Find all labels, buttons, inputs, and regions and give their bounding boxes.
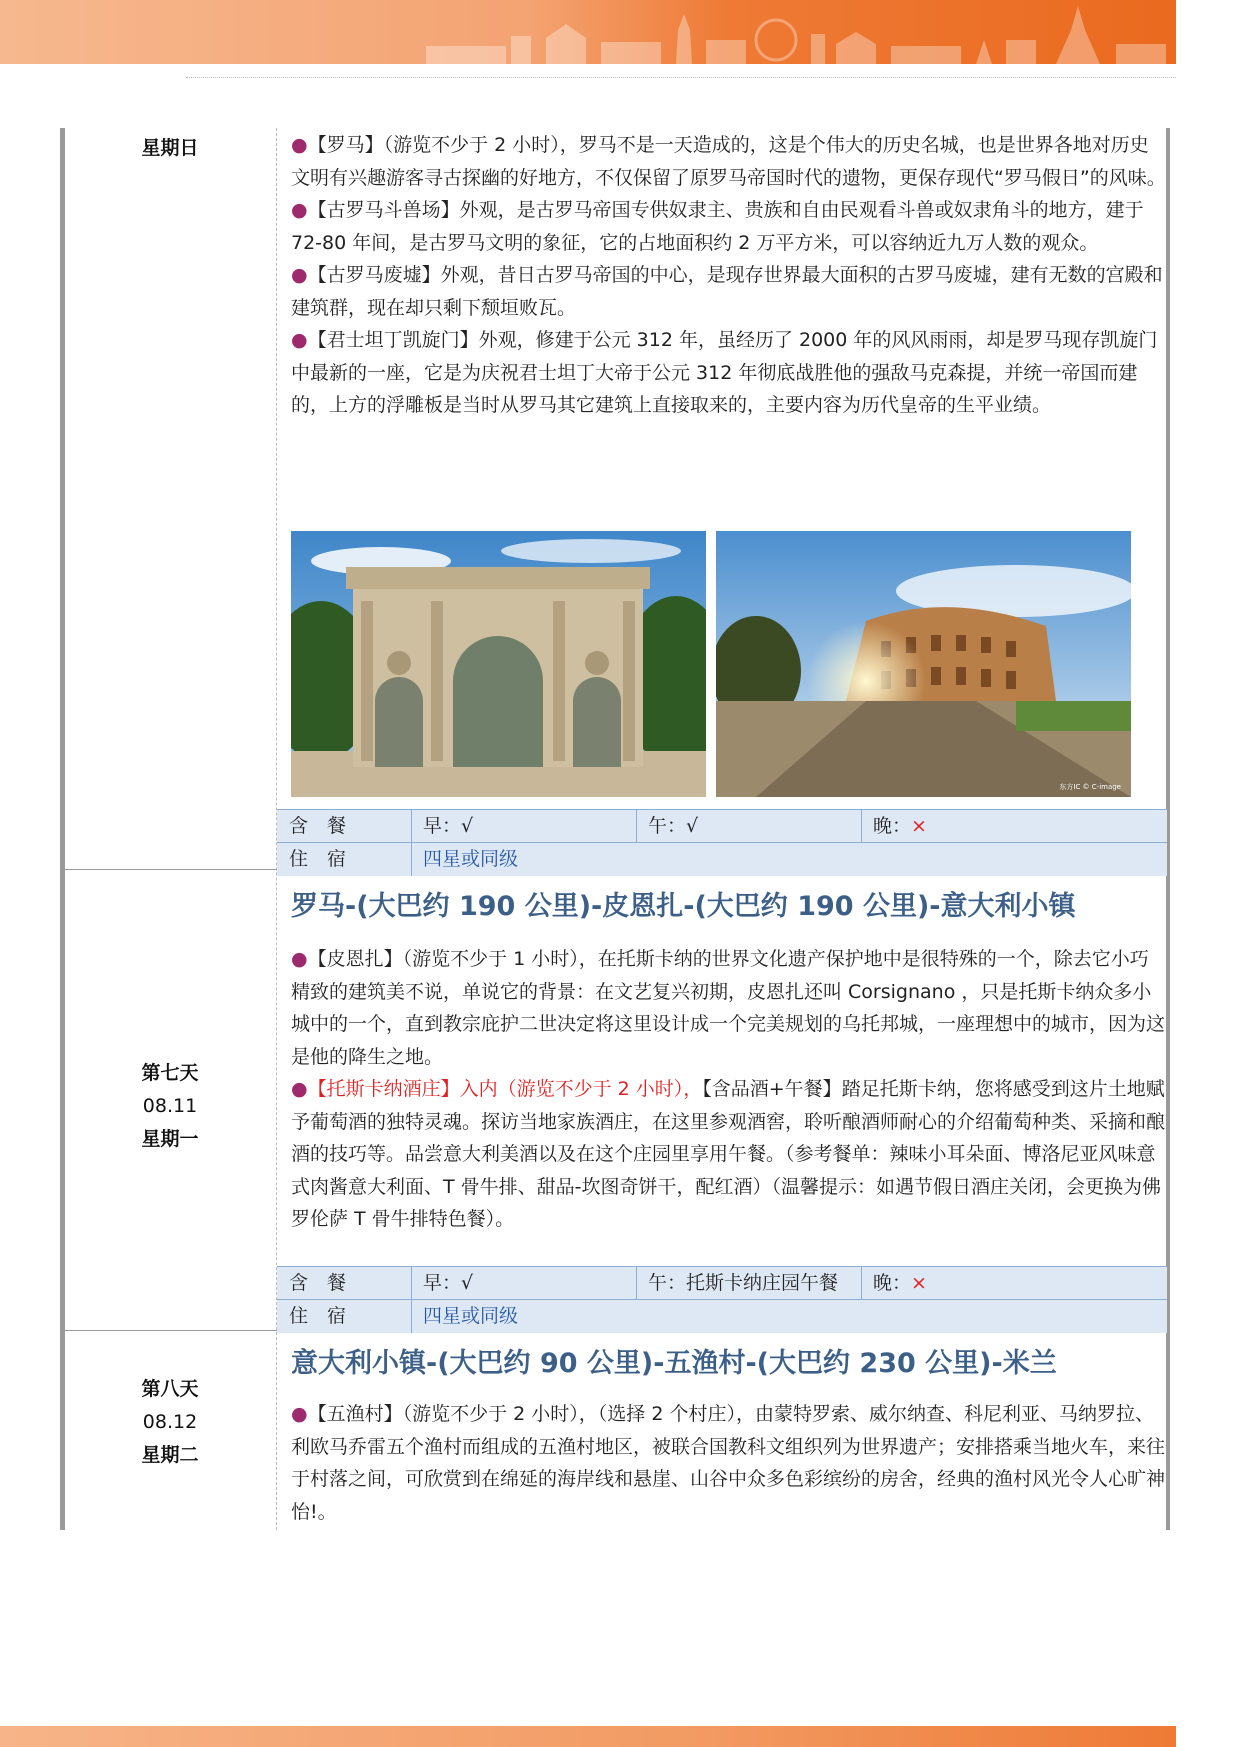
bullet-icon: ●	[291, 948, 308, 970]
weekday-label: 星期二	[141, 1444, 199, 1466]
paragraph-pienza: ●【皮恩扎】（游览不少于 1 小时），在托斯卡纳的世界文化遗产保护地中是很特殊的一个，除去它小巧精致的建筑美不说，单说它的背景：在文艺复兴初期，皮恩扎还叫 Corsignano ，只是托斯卡纳众多小城中的一个，直到教宗庇护二世决定将这里设计成一个完美规划的乌托邦城，一座理想中的城市，因为这是他的降生之地。	[291, 948, 1166, 1068]
meals-label: 含 餐	[289, 815, 347, 837]
city-skyline-illustration	[416, 0, 1176, 64]
paragraph-arch: ●【君士坦丁凯旋门】外观，修建于公元 312 年，虽经历了 2000 年的风风雨雨，却是罗马现存凯旋门中最新的一座，它是为庆祝君士坦丁大帝于公元 312 年彻底战胜他的强敌马克森提，并统一帝国而建的，上方的浮雕板是当时从罗马其它建筑上直接取来的，主要内容为历代皇帝的生平业绩。	[291, 329, 1158, 416]
paragraph-rome: ●【罗马】（游览不少于 2 小时），罗马不是一天造成的，这是个伟大的历史名城，也是世界各地对历史文明有兴趣游客寻古探幽的好地方，不仅保留了原罗马帝国时代的遗物，更保存现代“罗马假日”的风味。	[291, 134, 1166, 189]
hotel-label: 住 宿	[289, 1305, 347, 1327]
photo-credit: 东方IC © C-image	[1059, 783, 1121, 791]
day-cell-day8	[65, 1373, 275, 1472]
paragraph-colosseum: ●【古罗马斗兽场】外观，是古罗马帝国专供奴隶主、贵族和自由民观看斗兽或奴隶角斗的地方，建于 72-80 年间，是古罗马文明的象征，它的占地面积约 2 万平方米，可以容纳近九万人数的观众。	[291, 199, 1144, 254]
bullet-icon: ●	[291, 329, 308, 351]
day-cell-day7	[65, 1057, 275, 1156]
meals-table-day6	[277, 809, 1167, 876]
day-label: 第七天	[141, 1062, 199, 1084]
bullet-icon: ●	[291, 199, 308, 221]
lunch-value: 午：托斯卡纳庄园午餐	[648, 1272, 839, 1294]
day-description-day8	[291, 1398, 1167, 1528]
paragraph-cinque-terre: ●【五渔村】（游览不少于 2 小时），（选择 2 个村庄），由蒙特罗索、威尔纳查、科尼利亚、马纳罗拉、利欧马乔雷五个渔村而组成的五渔村地区，被联合国教科文组织列为世界遗产；安排搭乘当地火车，来往于村落之间，可欣赏到在绵延的海岸线和悬崖、山谷中众多色彩缤纷的房舍，经典的渔村风光令人心旷神怡!。	[291, 1403, 1166, 1523]
weekday-label: 星期一	[141, 1128, 199, 1150]
cross-icon: ×	[911, 1272, 927, 1294]
colosseum-photo	[716, 531, 1131, 797]
weekday-label: 星期日	[141, 137, 199, 159]
header-banner	[0, 0, 1176, 64]
arch-of-constantine-photo	[291, 531, 706, 797]
bullet-icon: ●	[291, 134, 308, 156]
day-label: 第八天	[141, 1378, 199, 1400]
day-description-day7	[291, 943, 1167, 1236]
meals-label: 含 餐	[289, 1272, 347, 1294]
breakfast-value: 早：√	[423, 815, 474, 837]
route-heading-day8: 意大利小镇-(大巴约 90 公里)-五渔村-(大巴约 230 公里)-米兰	[291, 1348, 1057, 1379]
footer-banner	[0, 1726, 1176, 1747]
paragraph-winery: ●【托斯卡纳酒庄】入内（游览不少于 2 小时），【含品酒+午餐】踏足托斯卡纳，您将感受到这片土地赋予葡萄酒的独特灵魂。探访当地家族酒庄，在这里参观酒窖，聆听酿酒师耐心的介绍葡萄种类、采摘和酿酒的技巧等。品尝意大利美酒以及在这个庄园里享用午餐。（参考餐单：辣味小耳朵面、博洛尼亚风味意式肉酱意大利面、T 骨牛排、甜品-坎图奇饼干，配红酒）（温馨提示：如遇节假日酒庄关闭，会更换为佛罗伦萨 T 骨牛排特色餐）。	[291, 1078, 1166, 1230]
hotel-value: 四星或同级	[423, 1305, 519, 1327]
day-description-rome	[291, 129, 1167, 422]
day-cell-sunday	[65, 132, 275, 165]
date-label: 08.12	[142, 1411, 198, 1433]
bullet-icon: ●	[291, 1403, 308, 1425]
bullet-icon: ●	[291, 264, 308, 286]
lunch-value: 午：√	[648, 815, 699, 837]
dinner-value: 晚：×	[873, 815, 927, 837]
cross-icon: ×	[911, 815, 927, 837]
route-heading-day7: 罗马-(大巴约 190 公里)-皮恩扎-(大巴约 190 公里)-意大利小镇	[291, 891, 1076, 922]
date-label: 08.11	[142, 1095, 198, 1117]
hotel-label: 住 宿	[289, 848, 347, 870]
hotel-value: 四星或同级	[423, 848, 519, 870]
paragraph-forum: ●【古罗马废墟】外观，昔日古罗马帝国的中心，是现存世界最大面积的古罗马废墟，建有无数的宫殿和建筑群，现在却只剩下颓垣败瓦。	[291, 264, 1163, 319]
dinner-value: 晚：×	[873, 1272, 927, 1294]
meals-table-day7	[277, 1266, 1167, 1333]
breakfast-value: 早：√	[423, 1272, 474, 1294]
itinerary-table	[60, 128, 1170, 1530]
header-divider	[186, 77, 1176, 78]
bullet-icon: ●	[291, 1078, 308, 1100]
